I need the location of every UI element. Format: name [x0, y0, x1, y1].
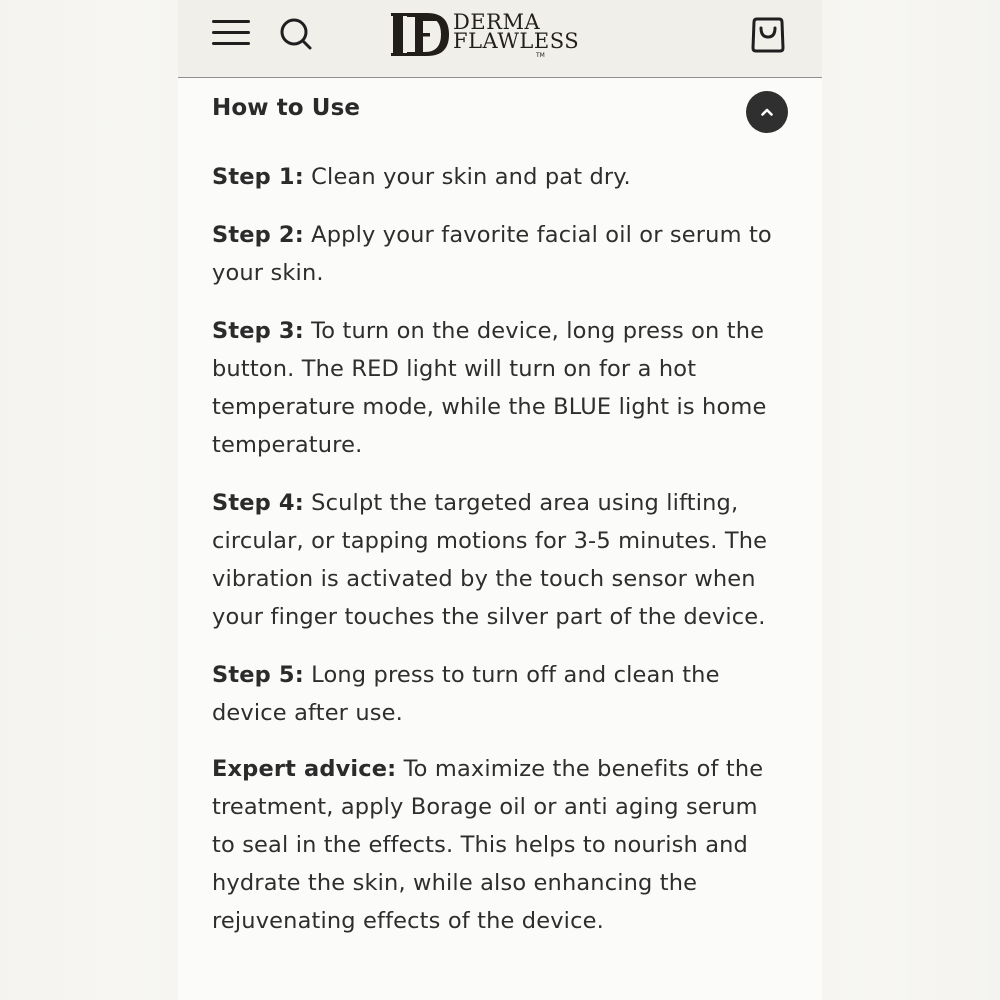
step-1 [212, 158, 772, 196]
advice-label: Expert advice: [212, 756, 397, 782]
step-3 [212, 312, 772, 464]
expert-advice [212, 750, 772, 940]
how-to-use-content [212, 158, 772, 940]
step-label: Step 2: [212, 222, 304, 248]
step-5 [212, 656, 772, 732]
search-icon[interactable] [276, 14, 316, 54]
step-label: Step 5: [212, 662, 304, 688]
section-title: How to Use [212, 95, 361, 121]
step-text: To turn on the device, long press on the button. The RED light will turn on for a hot temperature mode, while the BLUE light is home temperature. [212, 318, 767, 458]
brand-wordmark [453, 12, 579, 51]
step-text: Long press to turn off and clean the device after use. [212, 662, 720, 726]
step-label: Step 1: [212, 164, 304, 190]
step-label: Step 4: [212, 490, 304, 516]
step-label: Step 3: [212, 318, 304, 344]
hamburger-menu-icon[interactable] [210, 14, 252, 52]
collapse-toggle-button[interactable] [746, 91, 788, 133]
brand-line-2: FLAWLESS [453, 29, 580, 53]
site-header [178, 0, 822, 78]
step-4 [212, 484, 772, 636]
brand-monogram [391, 6, 453, 62]
advice-text: To maximize the benefits of the treatment, apply Borage oil or anti aging serum to seal in the effects. This helps to nourish and hydrate the skin, while also enhancing the rejuvenating effects of the device. [212, 756, 764, 934]
step-text: Sculpt the targeted area using lifting, circular, or tapping motions for 3-5 minutes. The vibration is activated by the touch sensor when your finger touches the silver part of the device. [212, 490, 768, 630]
step-text: Apply your favorite facial oil or serum to your skin. [212, 222, 772, 286]
brand-logo[interactable] [391, 6, 611, 62]
product-page [178, 0, 822, 1000]
chevron-up-icon [746, 91, 788, 133]
shopping-bag-icon[interactable] [746, 12, 790, 56]
brand-line-1: DERMA [453, 10, 541, 34]
trademark-symbol: TM [536, 52, 545, 59]
step-2 [212, 216, 772, 292]
step-text: Clean your skin and pat dry. [303, 164, 631, 190]
